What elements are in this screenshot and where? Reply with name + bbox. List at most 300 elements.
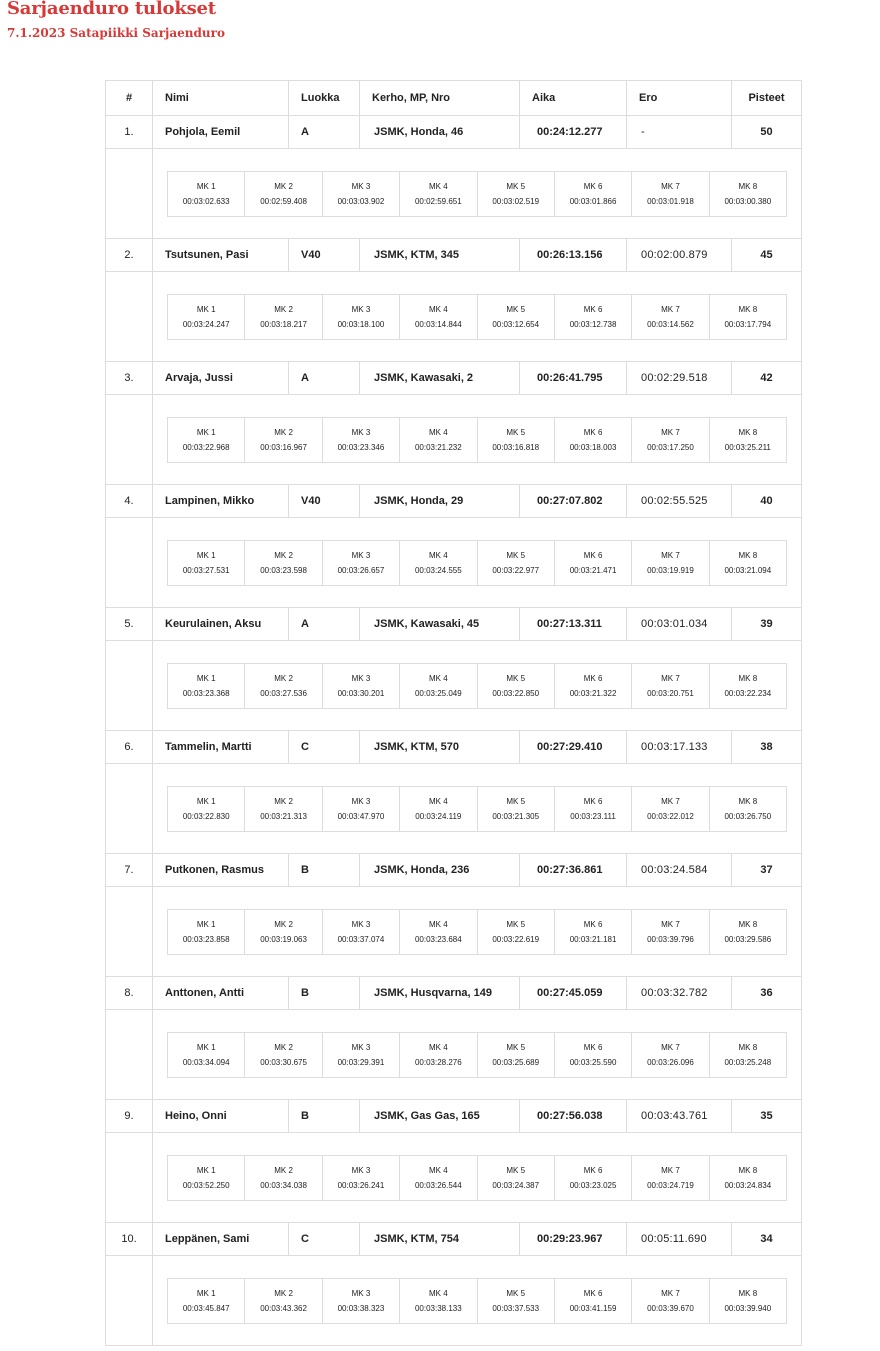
split-label: MK 7 xyxy=(661,673,680,683)
split-label: MK 5 xyxy=(506,673,526,683)
rider-points: 35 xyxy=(732,1100,802,1133)
split-spacer-cell xyxy=(106,1133,153,1223)
split-label: MK 2 xyxy=(274,427,293,437)
split-time-cell xyxy=(168,909,245,954)
split-time-cell xyxy=(554,1032,631,1077)
split-label: MK 7 xyxy=(661,1165,680,1175)
split-label: MK 7 xyxy=(661,304,680,314)
split-label: MK 3 xyxy=(351,304,371,314)
split-row xyxy=(106,1133,802,1223)
split-times-cell xyxy=(153,518,802,608)
split-time: 00:03:34.038 xyxy=(260,1180,307,1190)
split-label: MK 6 xyxy=(583,673,603,683)
split-time-cell xyxy=(322,909,399,954)
rider-rank: 10. xyxy=(106,1223,153,1256)
split-time-cell xyxy=(477,909,554,954)
split-times-cell xyxy=(153,1133,802,1223)
table-row xyxy=(106,854,802,887)
split-time: 00:03:00.380 xyxy=(724,196,772,206)
split-time-cell xyxy=(477,786,554,831)
rider-points: 42 xyxy=(732,362,802,395)
split-label: MK 1 xyxy=(196,1165,216,1175)
split-time: 00:03:21.471 xyxy=(569,565,617,575)
split-time: 00:03:24.555 xyxy=(414,565,462,575)
split-time-cell xyxy=(632,1278,709,1323)
split-time: 00:03:29.391 xyxy=(337,1057,385,1067)
split-spacer-cell xyxy=(106,1256,153,1346)
split-spacer-cell xyxy=(106,149,153,239)
split-time-cell xyxy=(322,417,399,462)
rider-class: B xyxy=(289,977,360,1010)
split-time: 00:03:29.586 xyxy=(724,934,772,944)
split-time-cell xyxy=(709,171,786,216)
split-label: MK 8 xyxy=(738,427,758,437)
split-label: MK 6 xyxy=(583,1042,603,1052)
split-time: 00:03:22.968 xyxy=(182,442,230,452)
page-title: Sarjaenduro tulokset xyxy=(7,0,216,19)
split-row xyxy=(106,1256,802,1346)
rider-points: 45 xyxy=(732,239,802,272)
split-times-table xyxy=(167,417,787,463)
split-label: MK 7 xyxy=(661,919,680,929)
rider-name: Putkonen, Rasmus xyxy=(153,854,289,887)
split-time: 00:03:22.977 xyxy=(492,565,540,575)
split-time-cell xyxy=(245,1155,322,1200)
header-time: Aika xyxy=(520,81,627,116)
split-time-cell xyxy=(477,540,554,585)
rider-name: Lampinen, Mikko xyxy=(153,485,289,518)
split-time: 00:03:22.012 xyxy=(647,811,694,821)
rider-diff: - xyxy=(627,116,732,149)
split-time-cell xyxy=(400,417,477,462)
split-time-cell xyxy=(709,540,786,585)
split-label: MK 8 xyxy=(738,550,758,560)
split-time-cell xyxy=(245,909,322,954)
rider-club: JSMK, Honda, 46 xyxy=(360,116,520,149)
split-row xyxy=(106,149,802,239)
split-time: 00:03:23.111 xyxy=(570,811,616,821)
split-time-cell xyxy=(554,540,631,585)
rider-class: A xyxy=(289,608,360,641)
split-label: MK 4 xyxy=(428,919,448,929)
split-time-cell xyxy=(245,786,322,831)
rider-club: JSMK, Husqvarna, 149 xyxy=(360,977,520,1010)
rider-time: 00:29:23.967 xyxy=(520,1223,627,1256)
split-label: MK 1 xyxy=(196,181,216,191)
rider-time: 00:27:56.038 xyxy=(520,1100,627,1133)
split-time-cell xyxy=(709,786,786,831)
split-time: 00:03:25.590 xyxy=(569,1057,617,1067)
split-spacer-cell xyxy=(106,1010,153,1100)
split-time-cell xyxy=(709,663,786,708)
split-label: MK 5 xyxy=(506,796,526,806)
split-label: MK 3 xyxy=(351,1042,371,1052)
split-label: MK 7 xyxy=(661,1288,680,1298)
split-label: MK 5 xyxy=(506,550,526,560)
split-time-cell xyxy=(632,540,709,585)
split-time: 00:03:23.598 xyxy=(260,565,307,575)
rider-time: 00:26:13.156 xyxy=(520,239,627,272)
split-label: MK 2 xyxy=(274,1165,293,1175)
split-row xyxy=(106,887,802,977)
split-time: 00:03:21.094 xyxy=(724,565,772,575)
rider-class: C xyxy=(289,1223,360,1256)
split-time-cell xyxy=(245,417,322,462)
split-time-cell xyxy=(322,786,399,831)
split-time: 00:03:27.531 xyxy=(182,565,230,575)
split-time-cell xyxy=(322,171,399,216)
split-time: 00:03:21.322 xyxy=(569,688,617,698)
rider-points: 38 xyxy=(732,731,802,764)
split-spacer-cell xyxy=(106,887,153,977)
header-rank: # xyxy=(106,81,153,116)
table-row xyxy=(106,116,802,149)
table-header-row xyxy=(106,81,802,116)
split-label: MK 3 xyxy=(351,427,371,437)
split-time-cell xyxy=(168,1155,245,1200)
rider-points: 37 xyxy=(732,854,802,887)
split-time: 00:03:37.074 xyxy=(337,934,385,944)
rider-rank: 7. xyxy=(106,854,153,887)
split-times-cell xyxy=(153,887,802,977)
split-time-cell xyxy=(632,909,709,954)
split-spacer-cell xyxy=(106,395,153,485)
split-time: 00:03:24.834 xyxy=(724,1180,772,1190)
split-time-cell xyxy=(400,1278,477,1323)
table-row xyxy=(106,485,802,518)
rider-points: 34 xyxy=(732,1223,802,1256)
split-time: 00:02:59.651 xyxy=(414,196,462,206)
rider-time: 00:27:13.311 xyxy=(520,608,627,641)
split-spacer-cell xyxy=(106,641,153,731)
results-table xyxy=(105,80,802,1346)
split-label: MK 1 xyxy=(196,304,216,314)
split-time: 00:03:26.750 xyxy=(724,811,772,821)
split-time-cell xyxy=(709,417,786,462)
split-label: MK 4 xyxy=(428,304,448,314)
split-time: 00:03:21.232 xyxy=(414,442,462,452)
split-times-table xyxy=(167,786,787,832)
split-times-cell xyxy=(153,764,802,854)
split-time: 00:03:24.247 xyxy=(182,319,230,329)
split-label: MK 1 xyxy=(196,1288,216,1298)
split-label: MK 4 xyxy=(428,1165,448,1175)
split-time-cell xyxy=(554,294,631,339)
rider-club: JSMK, Kawasaki, 2 xyxy=(360,362,520,395)
split-times-table xyxy=(167,171,787,217)
split-time: 00:03:26.241 xyxy=(337,1180,385,1190)
split-time: 00:03:28.276 xyxy=(414,1057,462,1067)
split-label: MK 2 xyxy=(274,1042,293,1052)
rider-time: 00:27:36.861 xyxy=(520,854,627,887)
rider-diff: 00:03:32.782 xyxy=(627,977,732,1010)
split-time: 00:03:24.387 xyxy=(492,1180,540,1190)
split-row xyxy=(106,272,802,362)
split-time-cell xyxy=(168,1278,245,1323)
split-time-cell xyxy=(477,663,554,708)
rider-name: Tammelin, Martti xyxy=(153,731,289,764)
split-time-cell xyxy=(632,786,709,831)
table-row xyxy=(106,362,802,395)
rider-name: Pohjola, Eemil xyxy=(153,116,289,149)
split-time: 00:03:27.536 xyxy=(260,688,307,698)
split-time: 00:03:25.689 xyxy=(492,1057,540,1067)
split-label: MK 3 xyxy=(351,550,371,560)
split-time: 00:03:26.544 xyxy=(414,1180,462,1190)
header-points: Pisteet xyxy=(732,81,802,116)
split-time-cell xyxy=(554,1155,631,1200)
split-time-cell xyxy=(554,417,631,462)
split-time: 00:03:26.657 xyxy=(337,565,385,575)
rider-rank: 1. xyxy=(106,116,153,149)
split-time-cell xyxy=(168,663,245,708)
split-time-cell xyxy=(168,786,245,831)
split-label: MK 6 xyxy=(583,550,603,560)
split-time: 00:03:02.519 xyxy=(492,196,540,206)
split-label: MK 6 xyxy=(583,919,603,929)
rider-name: Heino, Onni xyxy=(153,1100,289,1133)
split-times-table xyxy=(167,663,787,709)
split-time-cell xyxy=(322,1278,399,1323)
split-time: 00:03:39.940 xyxy=(724,1303,772,1313)
split-time: 00:03:39.796 xyxy=(647,934,694,944)
split-time: 00:03:22.830 xyxy=(182,811,230,821)
split-time-cell xyxy=(709,294,786,339)
rider-rank: 8. xyxy=(106,977,153,1010)
split-row xyxy=(106,518,802,608)
split-time: 00:03:12.654 xyxy=(492,319,540,329)
split-label: MK 2 xyxy=(274,796,293,806)
split-label: MK 7 xyxy=(661,796,680,806)
split-time-cell xyxy=(554,1278,631,1323)
split-time-cell xyxy=(245,1278,322,1323)
split-label: MK 3 xyxy=(351,673,371,683)
split-label: MK 8 xyxy=(738,1288,758,1298)
split-time: 00:03:22.619 xyxy=(492,934,540,944)
split-label: MK 4 xyxy=(428,1042,448,1052)
split-label: MK 5 xyxy=(506,427,526,437)
split-time-cell xyxy=(632,417,709,462)
table-row xyxy=(106,239,802,272)
split-time-cell xyxy=(400,1032,477,1077)
rider-class: A xyxy=(289,116,360,149)
split-time: 00:02:59.408 xyxy=(260,196,307,206)
split-time-cell xyxy=(168,417,245,462)
split-label: MK 5 xyxy=(506,304,526,314)
split-label: MK 1 xyxy=(196,796,216,806)
split-time-cell xyxy=(554,663,631,708)
split-label: MK 8 xyxy=(738,304,758,314)
split-time-cell xyxy=(632,1155,709,1200)
rider-time: 00:24:12.277 xyxy=(520,116,627,149)
split-time-cell xyxy=(709,909,786,954)
split-time-cell xyxy=(245,171,322,216)
split-time-cell xyxy=(245,540,322,585)
rider-time: 00:27:29.410 xyxy=(520,731,627,764)
split-time: 00:03:19.919 xyxy=(647,565,694,575)
rider-name: Keurulainen, Aksu xyxy=(153,608,289,641)
split-time: 00:03:22.234 xyxy=(724,688,772,698)
rider-club: JSMK, Honda, 236 xyxy=(360,854,520,887)
split-time: 00:03:23.858 xyxy=(182,934,230,944)
split-time-cell xyxy=(168,540,245,585)
split-label: MK 4 xyxy=(428,796,448,806)
split-time: 00:03:39.670 xyxy=(647,1303,694,1313)
split-time: 00:03:43.362 xyxy=(260,1303,307,1313)
rider-rank: 4. xyxy=(106,485,153,518)
split-time-cell xyxy=(400,663,477,708)
split-time-cell xyxy=(477,417,554,462)
split-time: 00:03:12.738 xyxy=(569,319,617,329)
split-times-table xyxy=(167,540,787,586)
split-time-cell xyxy=(168,171,245,216)
split-time-cell xyxy=(322,663,399,708)
rider-diff: 00:03:17.133 xyxy=(627,731,732,764)
split-time: 00:03:17.794 xyxy=(724,319,772,329)
split-label: MK 3 xyxy=(351,181,371,191)
split-time-cell xyxy=(477,171,554,216)
rider-name: Leppänen, Sami xyxy=(153,1223,289,1256)
page-subtitle: 7.1.2023 Satapiikki Sarjaenduro xyxy=(7,26,225,40)
split-time: 00:03:18.217 xyxy=(260,319,307,329)
split-time: 00:03:38.323 xyxy=(337,1303,385,1313)
split-time: 00:03:52.250 xyxy=(182,1180,230,1190)
rider-diff: 00:02:29.518 xyxy=(627,362,732,395)
table-row xyxy=(106,1223,802,1256)
split-time: 00:03:24.119 xyxy=(415,811,462,821)
split-times-table xyxy=(167,294,787,340)
split-times-cell xyxy=(153,395,802,485)
split-time: 00:03:16.967 xyxy=(260,442,307,452)
split-time: 00:03:01.866 xyxy=(569,196,617,206)
split-label: MK 2 xyxy=(274,304,293,314)
rider-rank: 2. xyxy=(106,239,153,272)
split-label: MK 8 xyxy=(738,1042,758,1052)
rider-diff: 00:03:24.584 xyxy=(627,854,732,887)
split-label: MK 8 xyxy=(738,919,758,929)
rider-name: Arvaja, Jussi xyxy=(153,362,289,395)
table-row xyxy=(106,1100,802,1133)
split-time: 00:03:26.096 xyxy=(647,1057,694,1067)
split-label: MK 8 xyxy=(738,796,758,806)
split-times-cell xyxy=(153,641,802,731)
rider-rank: 9. xyxy=(106,1100,153,1133)
split-time: 00:03:23.684 xyxy=(414,934,462,944)
split-time-cell xyxy=(168,294,245,339)
split-label: MK 7 xyxy=(661,427,680,437)
split-time: 00:03:45.847 xyxy=(182,1303,230,1313)
split-time-cell xyxy=(400,786,477,831)
split-label: MK 4 xyxy=(428,181,448,191)
split-time: 00:03:41.159 xyxy=(569,1303,617,1313)
split-label: MK 6 xyxy=(583,181,603,191)
split-time-cell xyxy=(554,171,631,216)
split-times-table xyxy=(167,909,787,955)
split-label: MK 6 xyxy=(583,427,603,437)
split-time: 00:03:21.313 xyxy=(260,811,307,821)
split-time: 00:03:23.346 xyxy=(337,442,385,452)
rider-points: 36 xyxy=(732,977,802,1010)
rider-name: Anttonen, Antti xyxy=(153,977,289,1010)
split-label: MK 1 xyxy=(196,919,216,929)
split-label: MK 5 xyxy=(506,919,526,929)
split-time-cell xyxy=(477,1032,554,1077)
split-time-cell xyxy=(245,294,322,339)
rider-class: A xyxy=(289,362,360,395)
split-label: MK 7 xyxy=(661,181,680,191)
split-times-cell xyxy=(153,1010,802,1100)
split-time: 00:03:21.305 xyxy=(492,811,540,821)
split-label: MK 1 xyxy=(196,427,216,437)
split-label: MK 5 xyxy=(506,1288,526,1298)
split-time-cell xyxy=(322,294,399,339)
split-time: 00:03:21.181 xyxy=(569,934,617,944)
split-times-table xyxy=(167,1155,787,1201)
split-spacer-cell xyxy=(106,764,153,854)
split-label: MK 3 xyxy=(351,919,371,929)
split-spacer-cell xyxy=(106,518,153,608)
split-time-cell xyxy=(554,786,631,831)
header-diff: Ero xyxy=(627,81,732,116)
split-times-table xyxy=(167,1032,787,1078)
split-time: 00:03:25.049 xyxy=(414,688,462,698)
split-label: MK 6 xyxy=(583,1165,603,1175)
rider-diff: 00:03:43.761 xyxy=(627,1100,732,1133)
rider-rank: 6. xyxy=(106,731,153,764)
split-times-cell xyxy=(153,272,802,362)
split-time: 00:03:02.633 xyxy=(182,196,230,206)
rider-club: JSMK, Gas Gas, 165 xyxy=(360,1100,520,1133)
split-label: MK 3 xyxy=(351,796,371,806)
rider-points: 39 xyxy=(732,608,802,641)
split-time-cell xyxy=(400,909,477,954)
split-time-cell xyxy=(400,540,477,585)
split-time: 00:03:01.918 xyxy=(647,196,694,206)
split-times-cell xyxy=(153,1256,802,1346)
split-time-cell xyxy=(709,1032,786,1077)
split-time: 00:03:14.844 xyxy=(414,319,462,329)
header-club: Kerho, MP, Nro xyxy=(360,81,520,116)
rider-diff: 00:02:55.525 xyxy=(627,485,732,518)
split-label: MK 6 xyxy=(583,304,603,314)
split-time: 00:03:19.063 xyxy=(260,934,307,944)
split-label: MK 8 xyxy=(738,181,758,191)
split-label: MK 6 xyxy=(583,1288,603,1298)
results-body xyxy=(106,116,802,1346)
header-class: Luokka xyxy=(289,81,360,116)
rider-club: JSMK, Honda, 29 xyxy=(360,485,520,518)
split-time: 00:03:47.970 xyxy=(337,811,385,821)
rider-rank: 5. xyxy=(106,608,153,641)
split-time-cell xyxy=(709,1278,786,1323)
rider-diff: 00:05:11.690 xyxy=(627,1223,732,1256)
table-row xyxy=(106,731,802,764)
split-time-cell xyxy=(632,1032,709,1077)
split-spacer-cell xyxy=(106,272,153,362)
split-time: 00:03:20.751 xyxy=(647,688,694,698)
split-time: 00:03:17.250 xyxy=(647,442,694,452)
split-time-cell xyxy=(168,1032,245,1077)
split-time: 00:03:16.818 xyxy=(492,442,540,452)
split-label: MK 8 xyxy=(738,673,758,683)
split-time-cell xyxy=(632,294,709,339)
rider-time: 00:27:45.059 xyxy=(520,977,627,1010)
rider-club: JSMK, KTM, 570 xyxy=(360,731,520,764)
rider-points: 50 xyxy=(732,116,802,149)
header-name: Nimi xyxy=(153,81,289,116)
split-label: MK 2 xyxy=(274,919,293,929)
split-time: 00:03:14.562 xyxy=(647,319,694,329)
